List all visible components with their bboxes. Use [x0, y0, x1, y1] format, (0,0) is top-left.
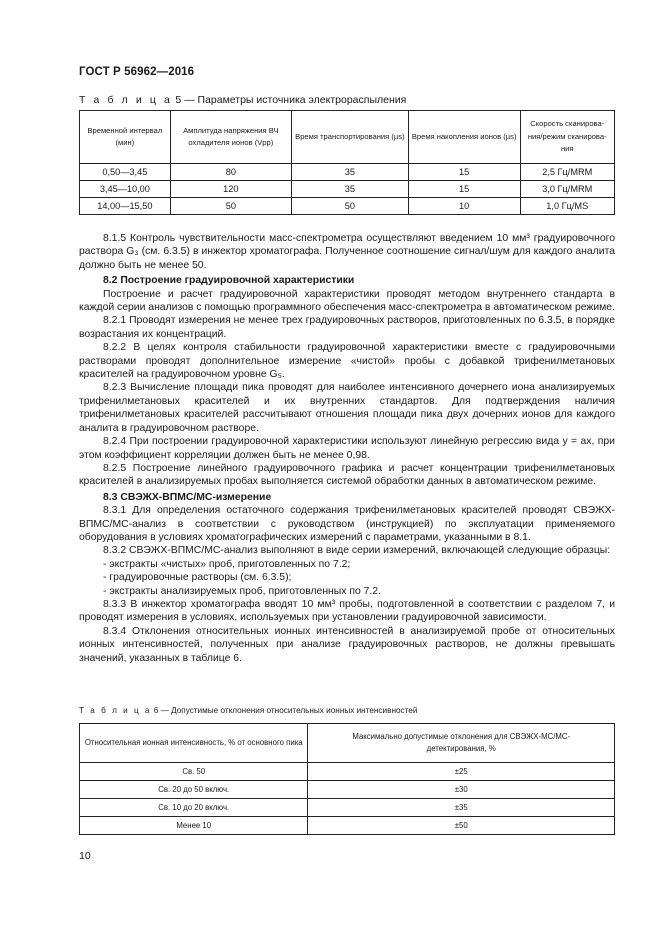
- table5: [79, 110, 615, 215]
- table5-header-cell: Время накопления ионов (µs): [408, 111, 520, 164]
- table-cell: 15: [408, 181, 520, 198]
- table-row: [80, 817, 615, 835]
- table-cell: 0,50—3,45: [80, 164, 171, 181]
- paragraph-8-2-3: 8.2.3 Вычисление площади пика проводят для наиболее интенсивного дочернего иона анализируемых трифенилметановых красителей и их внутренних стандартов. Для подтверждения наличия трифенилметановых красителей рассчитывают отношения площади пика двух дочерних ионов для каждого аналита в градуировочном растворе.: [79, 382, 615, 434]
- table-cell: Св. 10 до 20 включ.: [80, 799, 308, 817]
- section-heading-8-2: 8.2 Построение градуировочной характеристики: [103, 275, 355, 287]
- table-cell: 15: [408, 164, 520, 181]
- table-row: [80, 763, 615, 781]
- paragraph-8-3-1: 8.3.1 Для определения остаточного содержания трифенилметановых красителей проводят СВЭЖХ-ВПМС/МС-анализ в соответствии с руководством (инструкцией) по эксплуатации применяемого оборудования в условиях хроматографических измерений с параметрами, указанными в 8.1.: [79, 505, 615, 543]
- table-cell: Св. 20 до 50 включ.: [80, 781, 308, 799]
- table-cell: ±25: [308, 763, 615, 781]
- table-cell: 50: [291, 198, 408, 215]
- table-row: [80, 799, 615, 817]
- table-cell: 10: [408, 198, 520, 215]
- list-item: - экстракты анализируемых проб, приготовленных по 7.2.: [103, 585, 381, 597]
- table-row: [80, 781, 615, 799]
- table6-header-row: [80, 724, 615, 763]
- table5-header-cell: Амплитуда напряжения ВЧ охладителя ионов (Vpp): [170, 111, 291, 164]
- table-cell: 80: [170, 164, 291, 181]
- paragraph-8-3-2: 8.3.2 СВЭЖХ-ВПМС/МС-анализ выполняют в виде серии измерений, включающей следующие образцы:: [103, 545, 611, 557]
- table-cell: 3,45—10,00: [80, 181, 171, 198]
- table-row: [80, 181, 615, 198]
- table-cell: ±30: [308, 781, 615, 799]
- list-item: - градуировочные растворы (см. 6.3.5);: [103, 572, 292, 584]
- page-number: 10: [79, 850, 91, 862]
- table6-caption: [79, 706, 417, 715]
- paragraph-8-3-4: 8.3.4 Отклонения относительных ионных интенсивностей в анализируемой пробе от относительных ионных интенсивностей, полученных при анализе градуировочных растворов, не должны превышать значений, указанных в таблице 6.: [79, 625, 615, 664]
- table6-header-cell: Относительная ионная интенсивность, % от основного пика: [80, 724, 308, 763]
- table5-caption-label: Т а б л и ц а: [79, 94, 173, 106]
- table-cell: 3,0 Гц/MRM: [520, 181, 615, 198]
- table5-header-cell: Временной интервал (мин): [80, 111, 171, 164]
- table5-header-cell: Время транспортирования (µs): [291, 111, 408, 164]
- body-text: [79, 232, 615, 665]
- document-header: ГОСТ Р 56962—2016: [79, 66, 195, 78]
- table-cell: 50: [170, 198, 291, 215]
- table-cell: 2,5 Гц/MRM: [520, 164, 615, 181]
- paragraph-8-2-4: 8.2.4 При построении градуировочной характеристики используют линейную регрессию вида y = ax, при этом коэффициент корреляции должен быть не менее 0,98.: [79, 436, 615, 461]
- table-cell: Св. 50: [80, 763, 308, 781]
- table6-caption-label: Т а б л и ц а: [79, 706, 152, 715]
- table5-header-cell: Скорость сканирова-ния/режим сканирова-ния: [520, 111, 615, 164]
- table6-caption-text: 6 — Допустимые отклонения относительных ионных интенсивностей: [151, 706, 418, 715]
- table-row: [80, 198, 615, 215]
- table-cell: Менее 10: [80, 817, 308, 835]
- table6-header-cell: Максимально допустимые отклонения для СВЭЖХ-МС/МС-детектирования, %: [308, 724, 615, 763]
- paragraph-8-2-5: 8.2.5 Построение линейного градуировочного графика и расчет концентрации трифенилметановых красителей в анализируемых пробах выполняется системой обработки данных в автоматическом режиме.: [79, 462, 615, 488]
- paragraph-8-3-3: 8.3.3 В инжектор хроматографа вводят 10 мм³ пробы, подготовленной в соответствии с разделом 7, и проводят измерения в условиях, используемых при установлении градуировочной зависимости.: [79, 598, 615, 624]
- table-cell: 1,0 Гц/MS: [520, 198, 615, 215]
- table-cell: ±35: [308, 799, 615, 817]
- paragraph-8-2: Построение и расчет градуировочной характеристики проводят методом внутреннего стандарта в каждой серии анализов с помощью программного обеспечения масс-спектрометра в автоматическом режиме.: [79, 288, 615, 314]
- table-cell: ±50: [308, 817, 615, 835]
- table5-header-row: [80, 111, 615, 164]
- table5-caption: [79, 94, 406, 106]
- section-heading-8-3: 8.3 СВЭЖХ-ВПМС/МС-измерение: [103, 491, 272, 503]
- table-cell: 14,00—15,50: [80, 198, 171, 215]
- table6: [79, 723, 615, 835]
- paragraph-8-2-1: 8.2.1 Проводят измерения не менее трех градуировочных растворов, приготовленных по 6.3.5, в порядке возрастания их концентраций.: [79, 315, 615, 340]
- table-cell: 35: [291, 181, 408, 198]
- paragraph-8-2-2: 8.2.2 В целях контроля стабильности градуировочной характеристики вместе с градуировочными растворами проводят дополнительное измерение «чистой» пробы с добавкой трифенилметановых красителей на градуировочном уровне G₅.: [79, 342, 615, 381]
- table-cell: 35: [291, 164, 408, 181]
- table5-caption-text: 5 — Параметры источника электрораспыления: [172, 94, 407, 106]
- table-cell: 120: [170, 181, 291, 198]
- table-row: [80, 164, 615, 181]
- list-item: - экстракты «чистых» проб, приготовленных по 7.2;: [103, 558, 351, 570]
- paragraph-8-1-5: 8.1.5 Контроль чувствительности масс-спектрометра осуществляют введением 10 мм³ градуировочного раствора G₃ (см. 6.3.5) в инжектор хроматографа. Полученное соотношение сигнал/шум для каждого аналита должно быть не менее 50.: [79, 233, 615, 271]
